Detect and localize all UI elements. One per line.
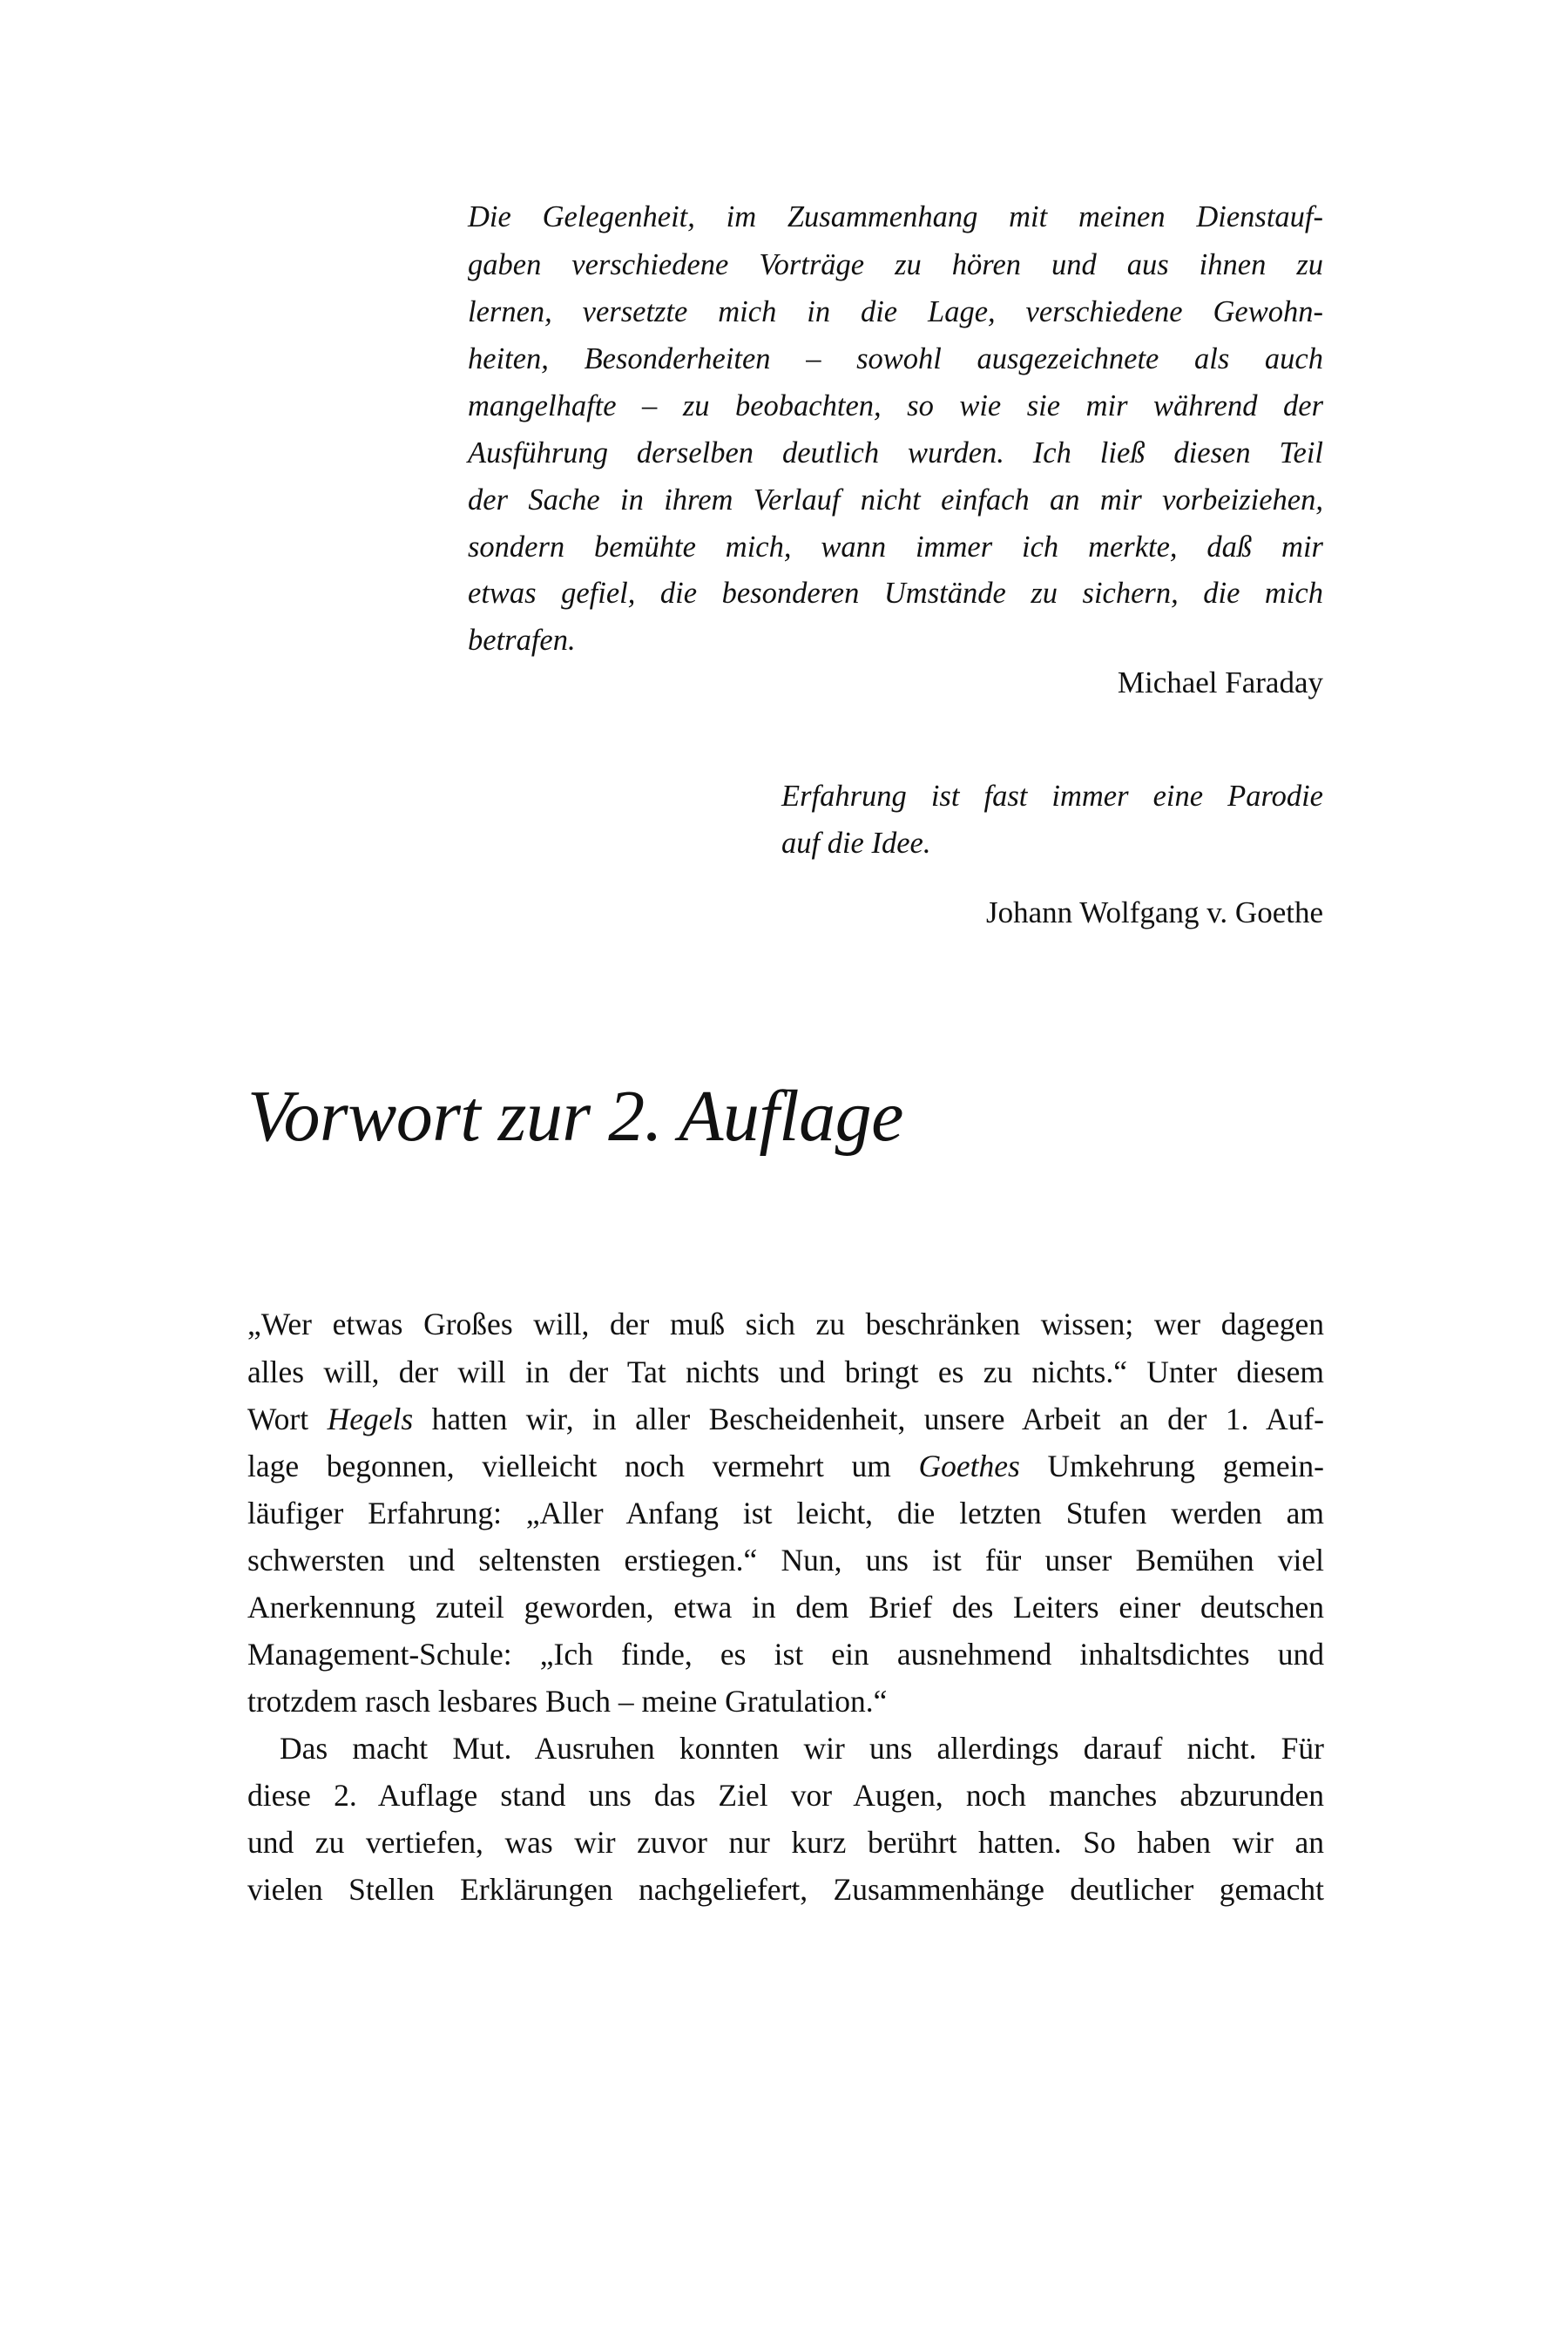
body-line: diese 2. Auflage stand uns das Ziel vor Augen, noch manches abzurunden: [247, 1778, 1324, 1813]
quote-line: der Sache in ihrem Verlauf nicht einfach an mir vorbeiziehen,: [468, 483, 1323, 517]
body-line: und zu vertiefen, was wir zuvor nur kurz berührt hatten. So haben wir an: [247, 1825, 1324, 1860]
body-line: [247, 1404, 1324, 1436]
quote-line: Erfahrung ist fast immer eine Parodie: [781, 780, 1323, 813]
body-line: alles will, der will in der Tat nichts und bringt es zu nichts.“ Unter diesem: [247, 1355, 1324, 1389]
body-line: schwersten und seltensten erstiegen.“ Nun, uns ist für unser Bemühen viel: [247, 1543, 1324, 1577]
quote-line: Die Gelegenheit, im Zusammenhang mit meinen Dienstauf-: [468, 200, 1323, 233]
body-line: [247, 1451, 1324, 1483]
body-line: Das macht Mut. Ausruhen konnten wir uns allerdings darauf nicht. Für: [280, 1731, 1324, 1766]
quote-line: sondern bemühte mich, wann immer ich merkte, daß mir: [468, 530, 1323, 564]
quote-line: etwas gefiel, die besonderen Umstände zu sichern, die mich: [468, 577, 1323, 610]
text-run: hatten wir, in aller Bescheidenheit, unsere Arbeit an der 1. Auf-: [413, 1402, 1324, 1436]
quote-line: heiten, Besonderheiten – sowohl ausgezeichnete als auch: [468, 342, 1323, 375]
body-line: trotzdem rasch lesbares Buch – meine Gratulation.“: [247, 1684, 888, 1719]
body-line: läufiger Erfahrung: „Aller Anfang ist leicht, die letzten Stufen werden am: [247, 1496, 1324, 1530]
quote-line: gaben verschiedene Vorträge zu hören und aus ihnen zu: [468, 248, 1323, 281]
body-line: Management-Schule: „Ich finde, es ist ein ausnehmend inhaltsdichtes und: [247, 1637, 1324, 1672]
body-line: Anerkennung zuteil geworden, etwa in dem Brief des Leiters einer deutschen: [247, 1590, 1324, 1625]
quote-author: Michael Faraday: [1117, 665, 1323, 699]
body-line: vielen Stellen Erklärungen nachgeliefert, Zusammenhänge deutlicher gemacht: [247, 1872, 1324, 1907]
text-run: Umkehrung gemein-: [1019, 1449, 1325, 1483]
emphasis: Hegels: [327, 1402, 414, 1436]
text-run: lage begonnen, vielleicht noch vermehrt um: [247, 1449, 919, 1483]
body-line: „Wer etwas Großes will, der muß sich zu beschränken wissen; wer dagegen: [247, 1307, 1324, 1341]
text-run: Wort: [247, 1402, 328, 1436]
quote-author: Johann Wolfgang v. Goethe: [986, 895, 1323, 929]
quote-line: lernen, versetzte mich in die Lage, verschiedene Gewohn-: [468, 295, 1323, 328]
emphasis: Goethes: [918, 1449, 1020, 1483]
quote-line: auf die Idee.: [781, 827, 931, 860]
quote-line: betrafen.: [468, 624, 576, 657]
page-title: Vorwort zur 2. Auflage: [247, 1076, 903, 1157]
quote-line: Ausführung derselben deutlich wurden. Ich ließ diesen Teil: [468, 436, 1323, 470]
quote-line: mangelhafte – zu beobachten, so wie sie mir während der: [468, 389, 1323, 422]
